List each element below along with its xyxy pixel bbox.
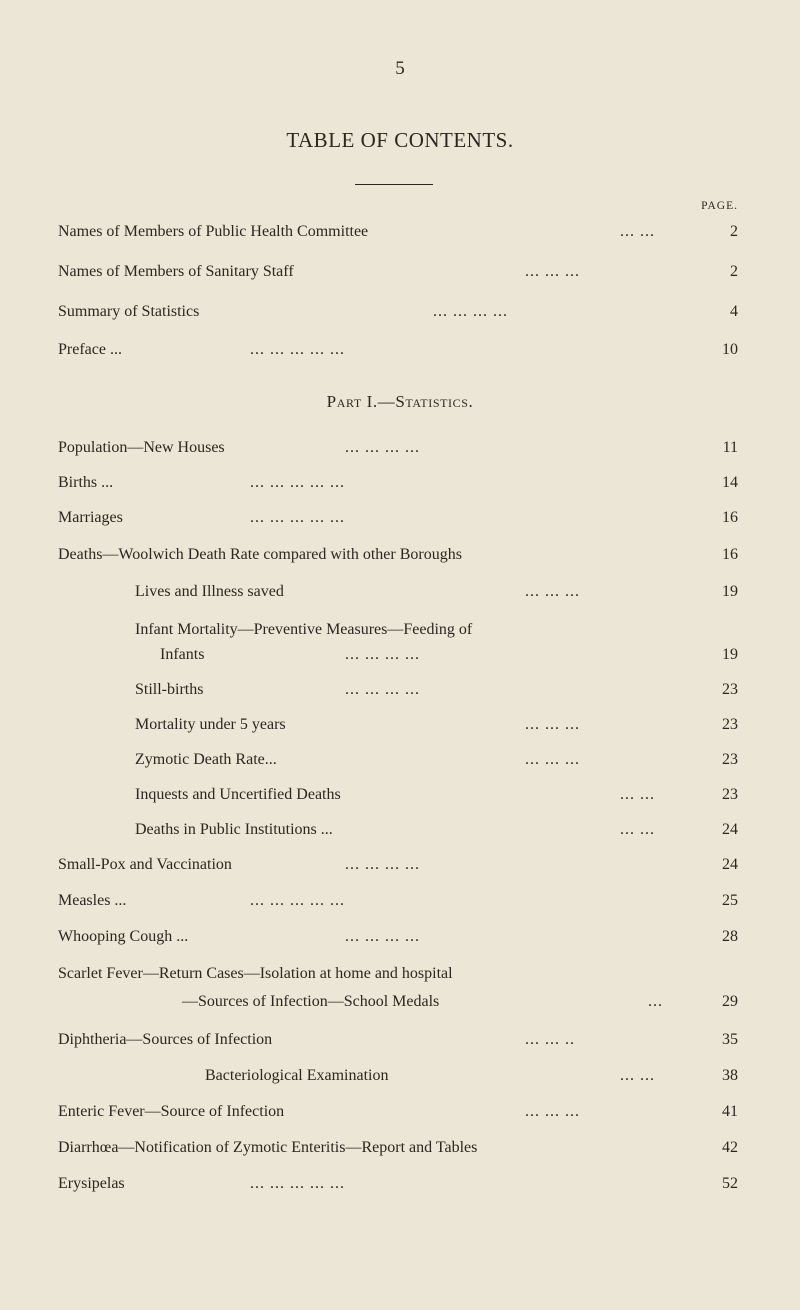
document-title: TABLE OF CONTENTS. <box>286 128 514 152</box>
entry-page: 23 <box>722 751 738 768</box>
entry-title: Inquests and Uncertified Deaths <box>135 786 341 803</box>
dot-leader: ... ... <box>620 786 655 803</box>
entry-title: Mortality under 5 years <box>135 716 286 733</box>
entry-page: 10 <box>722 341 738 358</box>
dot-leader: ... ... ... ... <box>433 303 508 320</box>
dot-leader: ... ... ... ... ... <box>250 341 345 358</box>
entry-title: Infant Mortality—Preventive Measures—Feeding of <box>135 621 473 638</box>
entry-title: —Sources of Infection—School Medals <box>182 993 440 1010</box>
dot-leader: ... ... ... <box>525 263 580 280</box>
dot-leader: ... ... ... ... ... <box>250 892 345 909</box>
entry-title: Erysipelas <box>58 1175 125 1192</box>
entry-page: 23 <box>722 716 738 733</box>
dot-leader: ... ... <box>620 223 655 240</box>
entry-title: Still-births <box>135 681 204 698</box>
entry-title: Measles ... <box>58 892 127 909</box>
entry-title: Names of Members of Sanitary Staff <box>58 263 294 280</box>
entry-page: 29 <box>722 993 738 1010</box>
entry-page: 16 <box>722 509 738 526</box>
entry-page: 41 <box>722 1103 738 1120</box>
entry-page: 28 <box>722 928 738 945</box>
entry-page: 2 <box>730 263 738 280</box>
entry-title: Bacteriological Examination <box>205 1067 389 1084</box>
dot-leader: ... <box>648 993 663 1010</box>
entry-page: 14 <box>722 474 738 491</box>
entry-page: 19 <box>722 583 738 600</box>
entry-page: 23 <box>722 681 738 698</box>
entry-title: Deaths in Public Institutions ... <box>135 821 333 838</box>
section-heading-text: Part I.—Statistics. <box>326 392 474 411</box>
dot-leader: ... ... ... ... <box>345 646 420 663</box>
entry-title: Lives and Illness saved <box>135 583 284 600</box>
dot-leader: ... ... ... ... ... <box>250 509 345 526</box>
entry-title: Deaths—Woolwich Death Rate compared with other Boroughs <box>58 546 462 563</box>
entry-title: Diarrhœa—Notification of Zymotic Enteritis—Report and Tables <box>58 1139 478 1156</box>
dot-leader: ... ... ... ... <box>345 681 420 698</box>
entry-page: 24 <box>722 821 738 838</box>
entry-page: 24 <box>722 856 738 873</box>
entry-title: Small-Pox and Vaccination <box>58 856 232 873</box>
entry-title: Births ... <box>58 474 114 491</box>
entry-title: Names of Members of Public Health Committee <box>58 223 369 240</box>
entry-page: 52 <box>722 1175 738 1192</box>
dot-leader: ... ... ... ... ... <box>250 474 345 491</box>
entry-page: 42 <box>722 1139 738 1156</box>
dot-leader: ... ... ... <box>525 583 580 600</box>
entry-page: 23 <box>722 786 738 803</box>
entry-page: 11 <box>722 439 738 456</box>
dot-leader: ... ... ... <box>525 716 580 733</box>
entry-page: 25 <box>722 892 738 909</box>
entry-page: 2 <box>730 223 738 240</box>
page-number: 5 <box>395 58 405 79</box>
dot-leader: ... ... .. <box>525 1031 575 1048</box>
title-divider <box>355 184 433 185</box>
dot-leader: ... ... ... ... <box>345 439 420 456</box>
entry-page: 35 <box>722 1031 738 1048</box>
entry-title: Zymotic Death Rate... <box>135 751 277 768</box>
entry-page: 16 <box>722 546 738 563</box>
dot-leader: ... ... <box>620 1067 655 1084</box>
dot-leader: ... ... ... ... <box>345 928 420 945</box>
dot-leader: ... ... ... ... ... <box>250 1175 345 1192</box>
entry-page: 4 <box>730 303 738 320</box>
entry-title: Marriages <box>58 509 123 526</box>
entry-page: 38 <box>722 1067 738 1084</box>
entry-title: Summary of Statistics <box>58 303 200 320</box>
entry-page: 19 <box>722 646 738 663</box>
entry-title: Scarlet Fever—Return Cases—Isolation at home and hospital <box>58 965 453 982</box>
entry-title: Population—New Houses <box>58 439 225 456</box>
page-column-header: PAGE. <box>701 200 738 212</box>
entry-title: Infants <box>160 646 205 663</box>
dot-leader: ... ... <box>620 821 655 838</box>
section-heading <box>0 392 800 412</box>
dot-leader: ... ... ... <box>525 751 580 768</box>
entry-title: Whooping Cough ... <box>58 928 189 945</box>
dot-leader: ... ... ... ... <box>345 856 420 873</box>
entry-title: Preface ... <box>58 341 122 358</box>
entry-title: Enteric Fever—Source of Infection <box>58 1103 285 1120</box>
dot-leader: ... ... ... <box>525 1103 580 1120</box>
entry-title: Diphtheria—Sources of Infection <box>58 1031 273 1048</box>
